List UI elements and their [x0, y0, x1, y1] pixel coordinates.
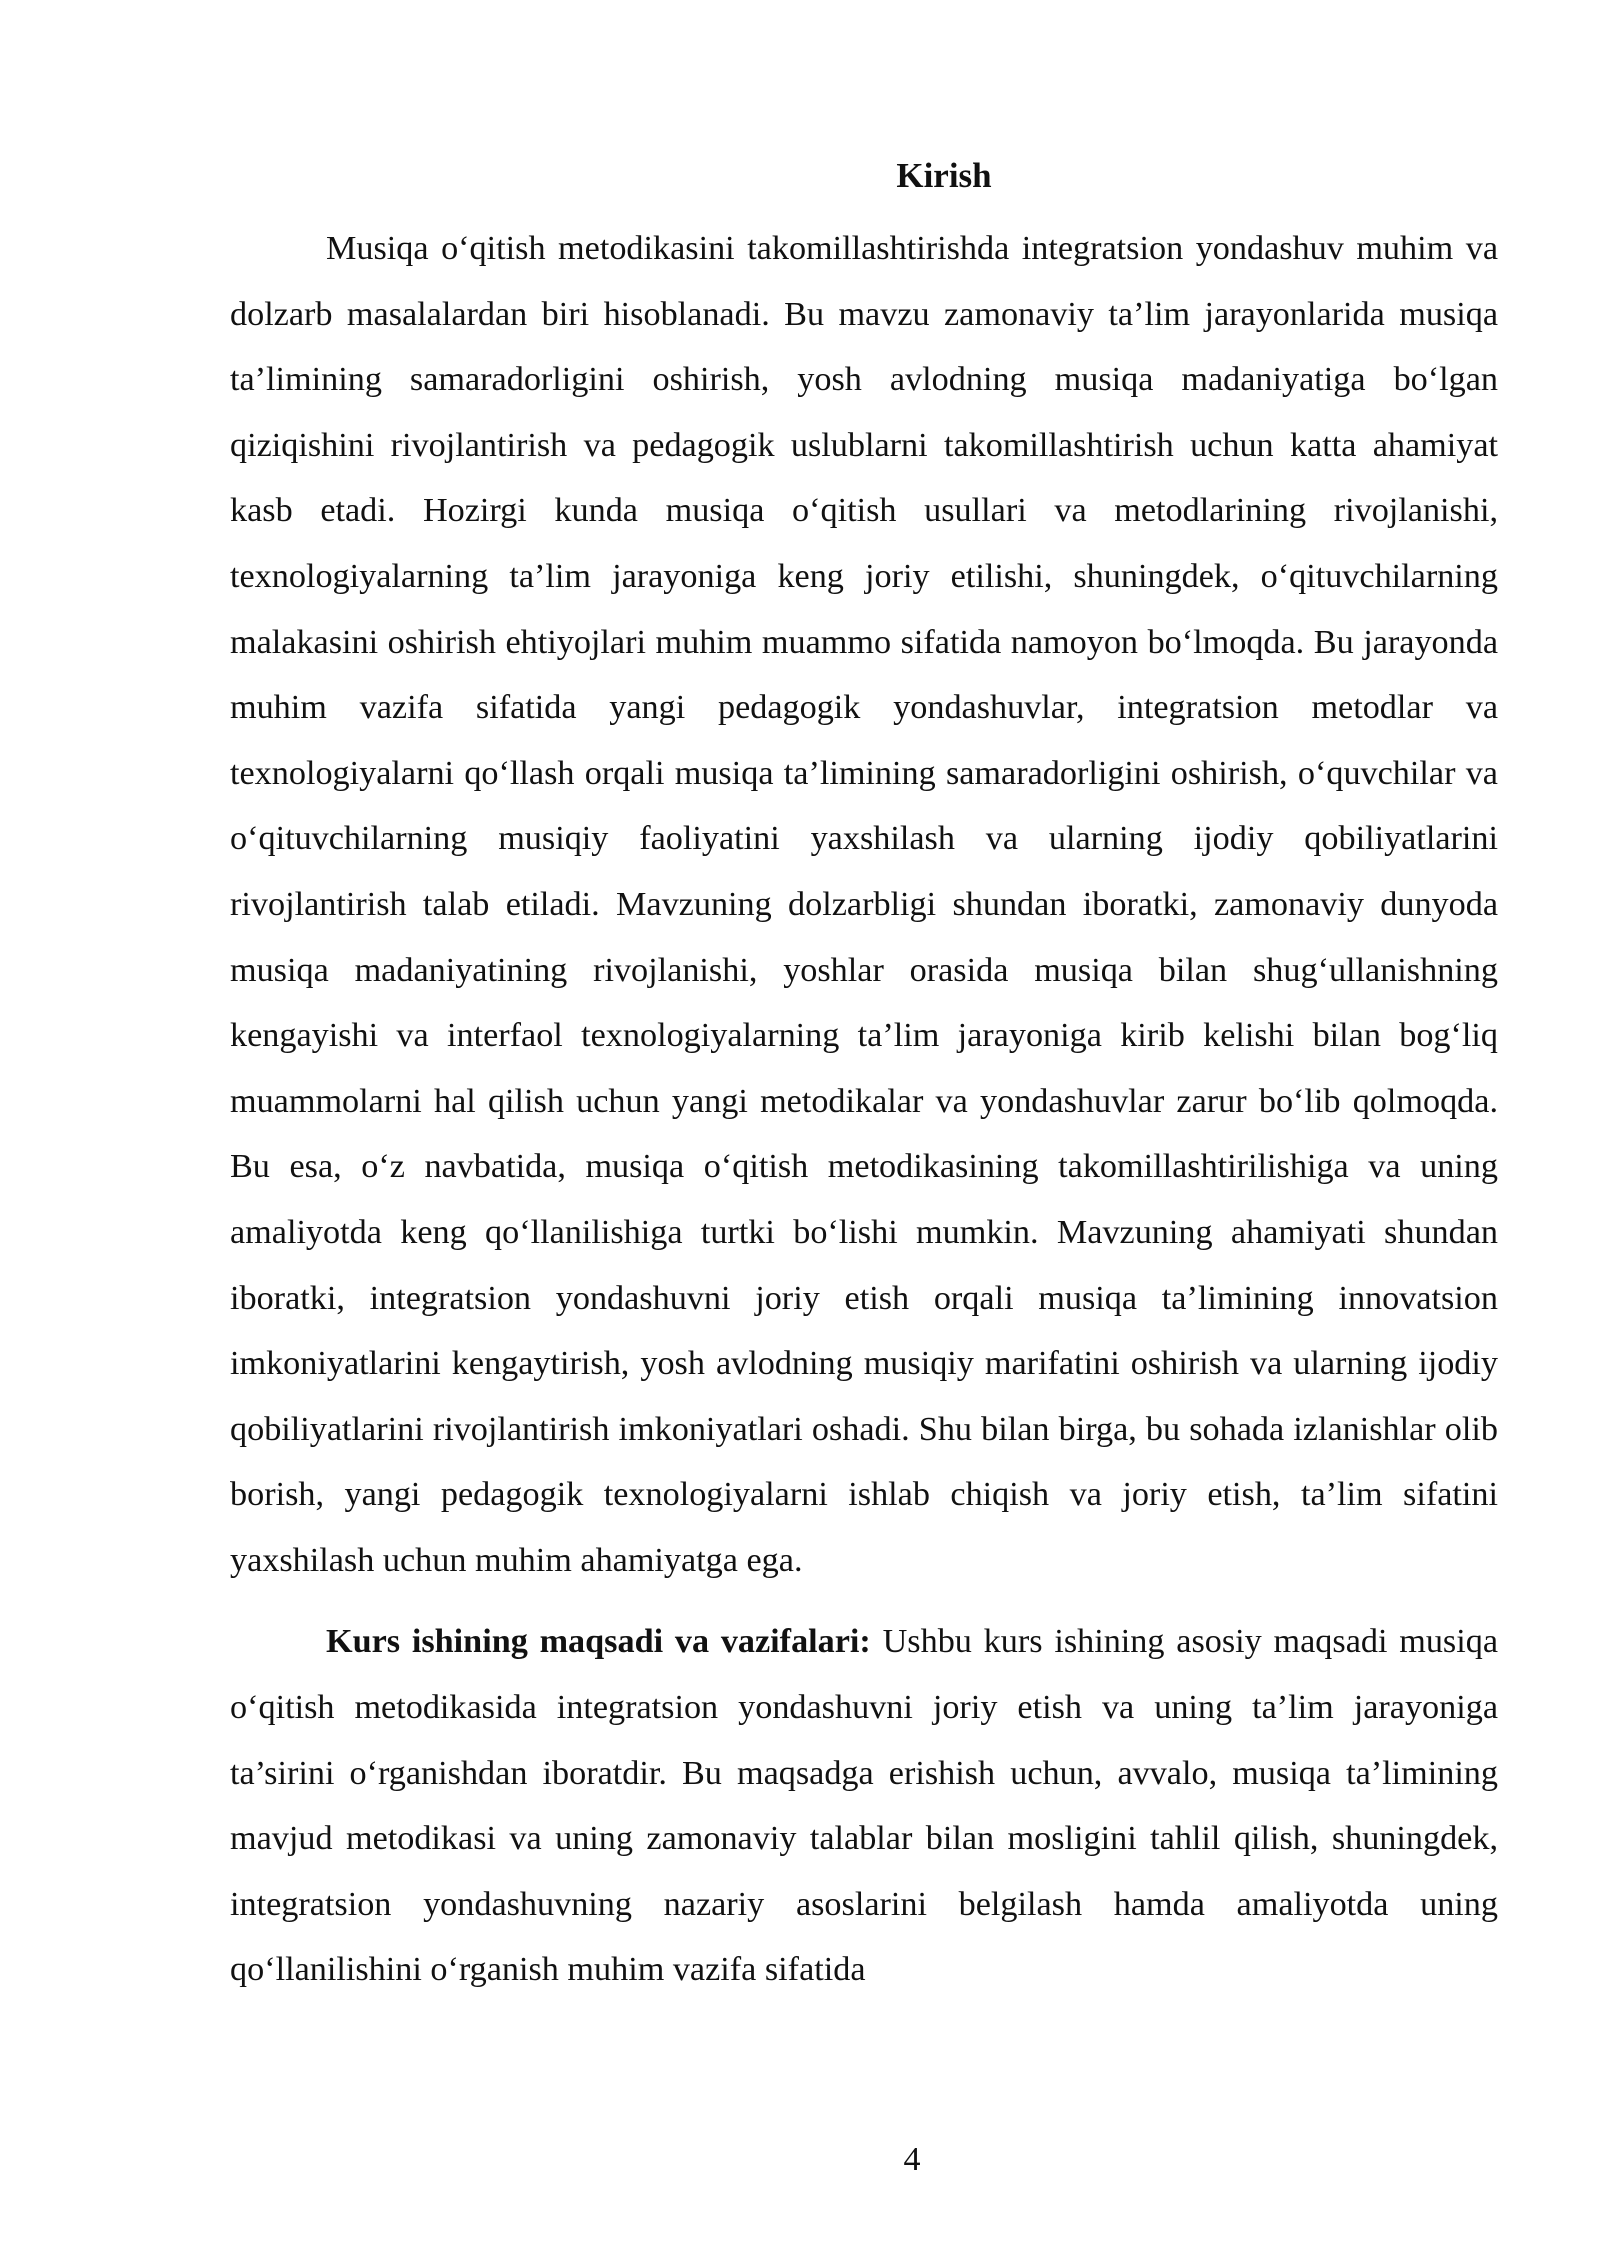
goals-paragraph [230, 1609, 1498, 2003]
paragraph-text: Ushbu kurs ishining asosiy maqsadi musiqa o‘qitish metodikasida integratsion yondashuvni joriy etish va uning ta’lim jarayoniga ta’sirini o‘rganishdan iboratdir. Bu maqsadga erishish uchun, avvalo, musiqa ta’limining mavjud metodikasi va uning zamonaviy talablar bilan mosligini tahlil qilish, shuningdek, integratsion yondashuvning nazariy asoslarini belgilash hamda amaliyotda uning qo‘llanilishini o‘rganish muhim vazifa sifatida [230, 1623, 1498, 1989]
page-number: 4 [903, 2141, 921, 2178]
section-heading: Kirish [896, 156, 992, 195]
document-page [230, 150, 1498, 2003]
intro-paragraph [230, 216, 1498, 1593]
paragraph-text: Musiqa o‘qitish metodikasini takomillashtirishda integratsion yondashuv muhim va dolzarb masalalardan biri hisoblanadi. Bu mavzu zamonaviy ta’lim jarayonlarida musiqa ta’limining samaradorligini oshirish, yosh avlodning musiqa madaniyatiga bo‘lgan qiziqishini rivojlantirish va pedagogik uslublarni takomillashtirish uchun katta ahamiyat kasb etadi. Hozirgi kunda musiqa o‘qitish usullari va metodlarining rivojlanishi, texnologiyalarning ta’lim jarayoniga keng joriy etilishi, shuningdek, o‘qituvchilarning malakasini oshirish ehtiyojlari muhim muammo sifatida namoyon bo‘lmoqda. Bu jarayonda muhim vazifa sifatida yangi pedagogik yondashuvlar, integratsion metodlar va texnologiyalarni qo‘llash orqali musiqa ta’limining samaradorligini oshirish, o‘quvchilar va o‘qituvchilarning musiqiy faoliyatini yaxshilash va ularning ijodiy qobiliyatlarini rivojlantirish talab etiladi. Mavzuning dolzarbligi shundan iboratki, zamonaviy dunyoda musiqa madaniyatining rivojlanishi, yoshlar orasida musiqa bilan shug‘ullanishning kengayishi va interfaol texnologiyalarning ta’lim jarayoniga kirib kelishi bilan bog‘liq muammolarni hal qilish uchun yangi metodikalar va yondashuvlar zarur bo‘lib qolmoqda. Bu esa, o‘z navbatida, musiqa o‘qitish metodikasining takomillashtirilishiga va uning amaliyotda keng qo‘llanilishiga turtki bo‘lishi mumkin. Mavzuning ahamiyati shundan iboratki, integratsion yondashuvni joriy etish orqali musiqa ta’limining innovatsion imkoniyatlarini kengaytirish, yosh avlodning musiqiy marifatini oshirish va ularning ijodiy qobiliyatlarini rivojlantirish imkoniyatlari oshadi. Shu bilan birga, bu sohada izlanishlar olib borish, yangi pedagogik texnologiyalarni ishlab chiqish va joriy etish, ta’lim sifatini yaxshilash uchun muhim ahamiyatga ega. [230, 230, 1498, 1579]
paragraph-lead: Kurs ishining maqsadi va vazifalari: [326, 1623, 871, 1661]
